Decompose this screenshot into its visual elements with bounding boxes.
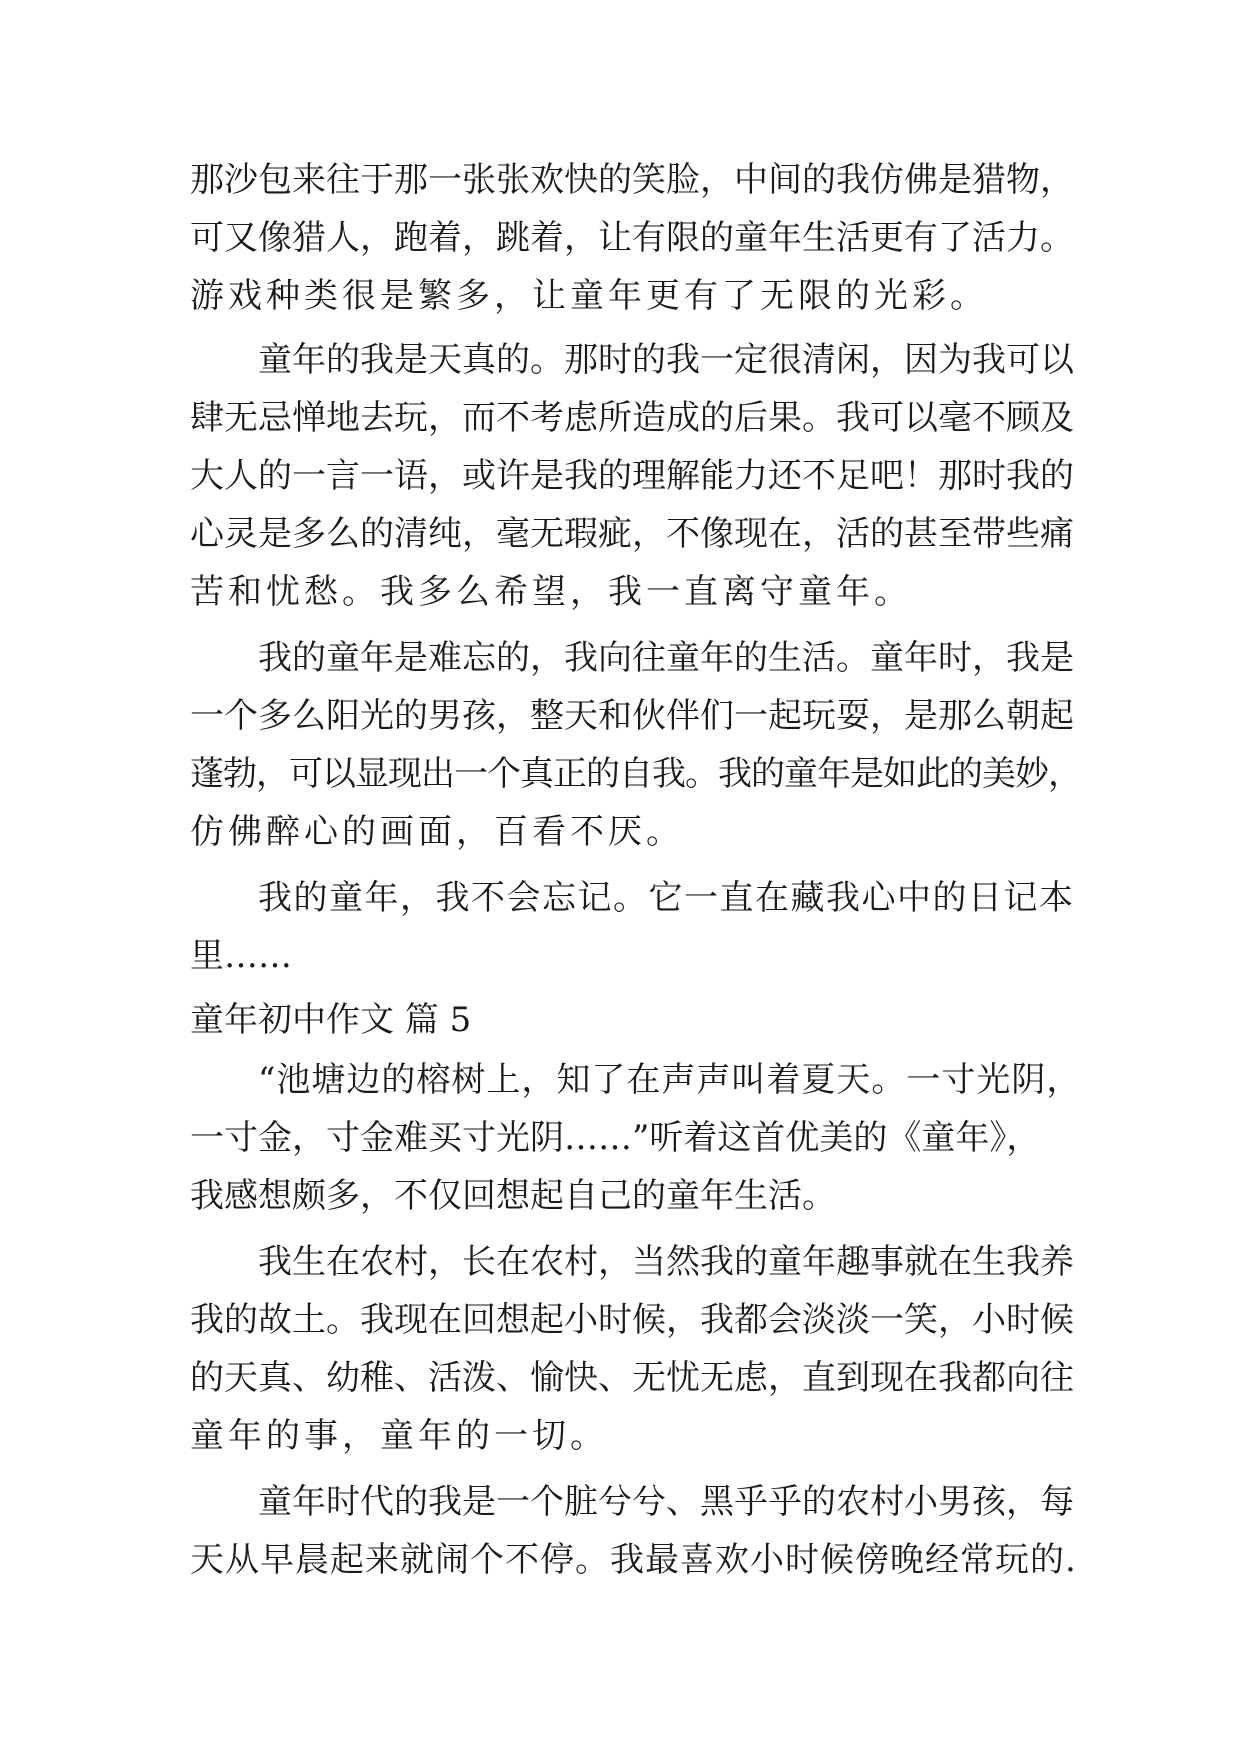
- text-line: 里……: [190, 936, 292, 976]
- text-line: 苦和忧愁。我多么希望，我一直离守童年。: [190, 572, 912, 612]
- text-line: 大人的一言一语，或许是我的理解能力还不足吧！那时我的: [190, 456, 1074, 496]
- text-line: 肆无忌惮地去玩，而不考虑所造成的后果。我可以毫不顾及: [190, 398, 1074, 438]
- paragraph-start-line: 我的童年是难忘的，我向往童年的生活。童年时，我是: [258, 638, 1074, 678]
- text-line: 天从早晨起来就闹个不停。我最喜欢小时候傍晚经常玩的.: [190, 1540, 1077, 1580]
- text-line: 一寸金，寸金难买寸光阴……”听着这首优美的《童年》，: [190, 1118, 1041, 1158]
- paragraph-start-line: 我生在农村，长在农村，当然我的童年趣事就在生我养: [258, 1242, 1074, 1282]
- text-line: 可又像猎人，跑着，跳着，让有限的童年生活更有了活力。: [190, 218, 1074, 258]
- text-line: 蓬勃，可以显现出一个真正的自我。我的童年是如此的美妙，: [190, 754, 1081, 794]
- text-line: 心灵是多么的清纯，毫无瑕疵，不像现在，活的甚至带些痛: [190, 514, 1074, 554]
- text-line: 童年的事，童年的一切。: [190, 1416, 608, 1456]
- paragraph-start-line: “池塘边的榕树上，知了在声声叫着夏天。一寸光阴，: [258, 1060, 1082, 1100]
- text-line: 那沙包来往于那一张张欢快的笑脸，中间的我仿佛是猎物，: [190, 160, 1074, 200]
- text-line: 我感想颇多，不仅回想起自己的童年生活。: [190, 1176, 836, 1216]
- section-heading: 童年初中作文 篇 5: [190, 1000, 472, 1040]
- text-line: 我的故土。我现在回想起小时候，我都会淡淡一笑，小时候: [190, 1300, 1074, 1340]
- text-line: 游戏种类很是繁多，让童年更有了无限的光彩。: [190, 276, 988, 316]
- text-line: 的天真、幼稚、活泼、愉快、无忧无虑，直到现在我都向往: [190, 1358, 1074, 1398]
- text-line: 仿佛醉心的画面，百看不厌。: [190, 812, 684, 852]
- paragraph-start-line: 童年的我是天真的。那时的我一定很清闲，因为我可以: [258, 340, 1074, 380]
- paragraph-start-line: 我的童年，我不会忘记。它一直在藏我心中的日记本: [258, 878, 1075, 918]
- paragraph-start-line: 童年时代的我是一个脏兮兮、黑乎乎的农村小男孩，每: [258, 1482, 1074, 1522]
- text-line: 一个多么阳光的男孩，整天和伙伴们一起玩耍，是那么朝起: [190, 696, 1074, 736]
